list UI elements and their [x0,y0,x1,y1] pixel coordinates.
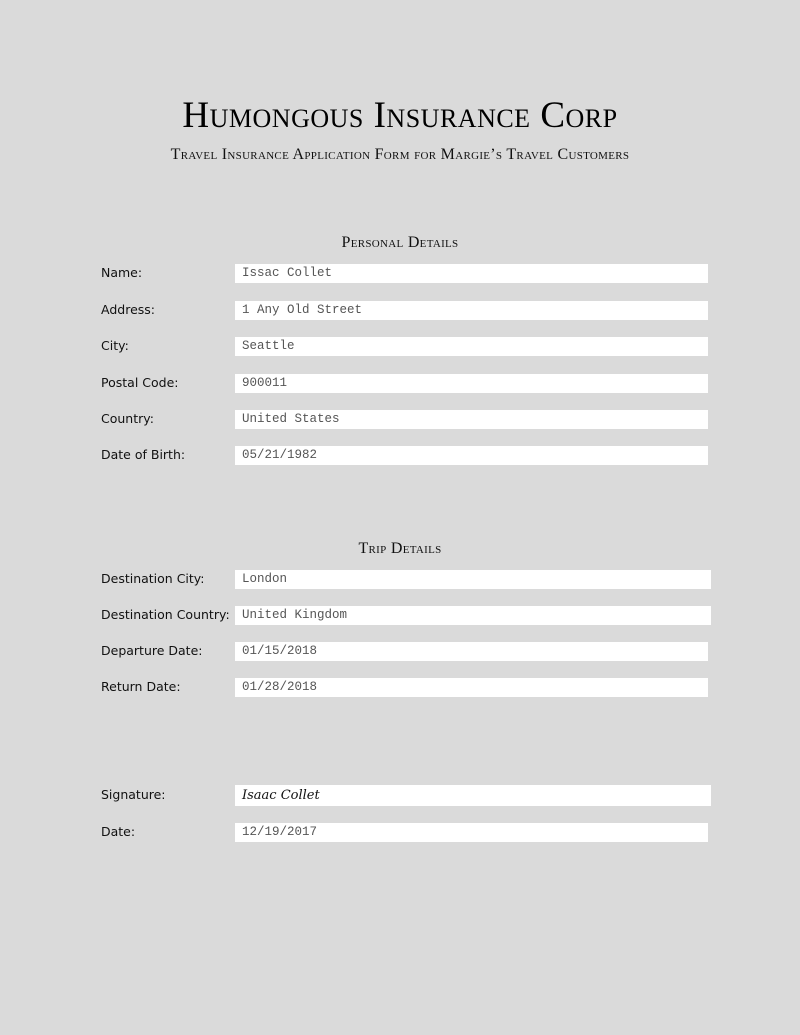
country-row [101,410,711,429]
signature-date-row [101,823,711,842]
name-label: Name: [101,265,143,280]
return-date-label: Return Date: [101,679,181,694]
address-field[interactable]: 1 Any Old Street [235,301,708,320]
departure-date-row [101,642,711,661]
date-of-birth-field[interactable]: 05/21/1982 [235,446,708,465]
signature-row [101,785,711,806]
date-of-birth-row [101,446,711,465]
postal-code-label: Postal Code: [101,375,179,390]
signature-field[interactable]: Isaac Collet [235,785,711,806]
company-title: Humongous Insurance Corp [182,95,618,136]
form-subtitle: Travel Insurance Application Form for Margie’s Travel Customers [170,146,630,163]
departure-date-label: Departure Date: [101,643,203,658]
name-row [101,264,711,283]
destination-city-label: Destination City: [101,571,205,586]
country-field[interactable]: United States [235,410,708,429]
return-date-field[interactable]: 01/28/2018 [235,678,708,697]
postal-code-row [101,374,711,393]
destination-country-field[interactable]: United Kingdom [235,606,711,625]
address-row [101,301,711,320]
personal-details-heading: Personal Details [341,234,459,251]
signature-date-label: Date: [101,824,136,839]
destination-country-label: Destination Country: [101,607,230,622]
country-label: Country: [101,411,154,426]
return-date-row [101,678,711,697]
city-field[interactable]: Seattle [235,337,708,356]
name-field[interactable]: Issac Collet [235,264,708,283]
postal-code-field[interactable]: 900011 [235,374,708,393]
city-row [101,337,711,356]
signature-date-field[interactable]: 12/19/2017 [235,823,708,842]
address-label: Address: [101,302,155,317]
date-of-birth-label: Date of Birth: [101,447,186,462]
trip-details-heading: Trip Details [358,540,442,557]
signature-label: Signature: [101,787,166,802]
city-label: City: [101,338,129,353]
departure-date-field[interactable]: 01/15/2018 [235,642,708,661]
destination-country-row [101,606,711,625]
destination-city-field[interactable]: London [235,570,711,589]
destination-city-row [101,570,711,589]
